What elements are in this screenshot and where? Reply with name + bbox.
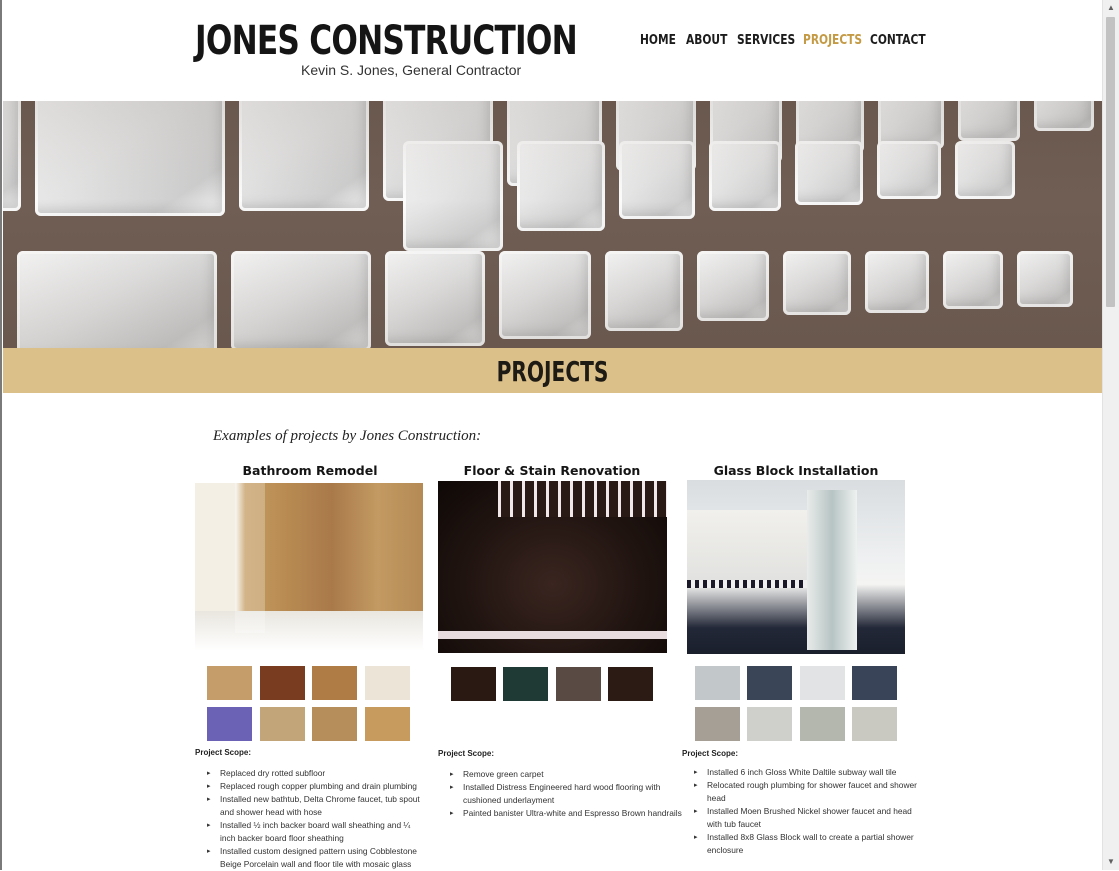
project-scope-list <box>195 767 425 871</box>
project-thumbnail[interactable] <box>207 707 252 741</box>
nav-item-home[interactable]: HOME <box>640 33 676 48</box>
project-thumbnail[interactable] <box>312 666 357 700</box>
page-banner <box>3 348 1102 393</box>
scope-item: ▸ Replaced dry rotted subfloor <box>220 767 425 780</box>
scope-item: ▸ Installed Distress Engineered hard wood flooring with cushioned underlayment <box>463 781 683 807</box>
project-thumbnail[interactable] <box>608 667 653 701</box>
scroll-down-arrow-icon[interactable]: ▼ <box>1107 857 1115 866</box>
project-thumbnail[interactable] <box>260 666 305 700</box>
scope-item: ▸ Replaced rough copper plumbing and drain plumbing <box>220 780 425 793</box>
scope-item: ▸ Installed custom designed pattern using Cobblestone Beige Porcelain wall and floor tile with mosaic glass <box>220 845 425 871</box>
project-scope-label: Project Scope: <box>195 748 252 757</box>
scroll-up-arrow-icon[interactable]: ▲ <box>1107 3 1115 12</box>
project-main-photo[interactable] <box>438 481 667 653</box>
project-scope-label: Project Scope: <box>682 749 739 758</box>
project-thumbnail[interactable] <box>556 667 601 701</box>
site-logo-subtitle: Kevin S. Jones, General Contractor <box>301 62 522 78</box>
project-thumbnail[interactable] <box>695 707 740 741</box>
scope-item: ▸ Painted banister Ultra-white and Espresso Brown handrails <box>463 807 683 820</box>
project-title: Glass Block Installation <box>713 463 879 478</box>
project-main-photo[interactable] <box>195 483 423 651</box>
page-title: PROJECTS <box>496 355 609 388</box>
scope-item: ▸ Installed Moen Brushed Nickel shower faucet and head with tub faucet <box>707 805 917 831</box>
scrollbar-thumb[interactable] <box>1106 17 1115 307</box>
project-title: Bathroom Remodel <box>242 463 378 478</box>
project-scope-list <box>438 768 683 820</box>
project-main-photo[interactable] <box>687 480 905 654</box>
window-left-edge <box>0 0 2 870</box>
nav-item-services[interactable]: SERVICES <box>737 33 796 48</box>
scope-item: ▸ Relocated rough plumbing for shower faucet and shower head <box>707 779 917 805</box>
scope-item: ▸ Installed new bathtub, Delta Chrome faucet, tub spout and shower head with hose <box>220 793 425 819</box>
hero-glass-block-image <box>3 101 1102 348</box>
project-scope-label: Project Scope: <box>438 749 495 758</box>
scope-item: ▸ Installed 6 inch Gloss White Daltile subway wall tile <box>707 766 917 779</box>
project-thumbnail[interactable] <box>365 666 410 700</box>
project-thumbnail[interactable] <box>207 666 252 700</box>
project-thumbnail[interactable] <box>503 667 548 701</box>
project-thumbnail[interactable] <box>800 666 845 700</box>
vertical-scrollbar[interactable] <box>1102 0 1119 870</box>
project-thumbnail[interactable] <box>365 707 410 741</box>
project-floor-stain-renovation <box>436 462 668 480</box>
scope-item: ▸ Remove green carpet <box>463 768 683 781</box>
scope-item: ▸ Installed 8x8 Glass Block wall to create a partial shower enclosure <box>707 831 917 857</box>
project-thumbnail[interactable] <box>852 707 897 741</box>
project-thumbnail[interactable] <box>312 707 357 741</box>
project-scope-list <box>682 766 917 857</box>
projects-intro: Examples of projects by Jones Construction: <box>213 428 482 444</box>
project-thumbnail[interactable] <box>695 666 740 700</box>
site-logo-title[interactable]: JONES CONSTRUCTION <box>195 18 577 64</box>
project-bathroom-remodel <box>194 462 426 480</box>
project-glass-block-installation <box>680 462 912 480</box>
project-thumbnail[interactable] <box>451 667 496 701</box>
project-thumbnail[interactable] <box>747 666 792 700</box>
project-thumbnail[interactable] <box>852 666 897 700</box>
project-thumbnail[interactable] <box>800 707 845 741</box>
nav-item-projects[interactable]: PROJECTS <box>803 33 863 48</box>
project-thumbnail[interactable] <box>260 707 305 741</box>
project-thumbnail[interactable] <box>747 707 792 741</box>
nav-item-about[interactable]: ABOUT <box>686 33 728 48</box>
project-title: Floor & Stain Renovation <box>463 463 641 478</box>
nav-item-contact[interactable]: CONTACT <box>870 33 926 48</box>
scope-item: ▸ Installed ½ inch backer board wall sheathing and ¼ inch backer board floor sheathing <box>220 819 425 845</box>
